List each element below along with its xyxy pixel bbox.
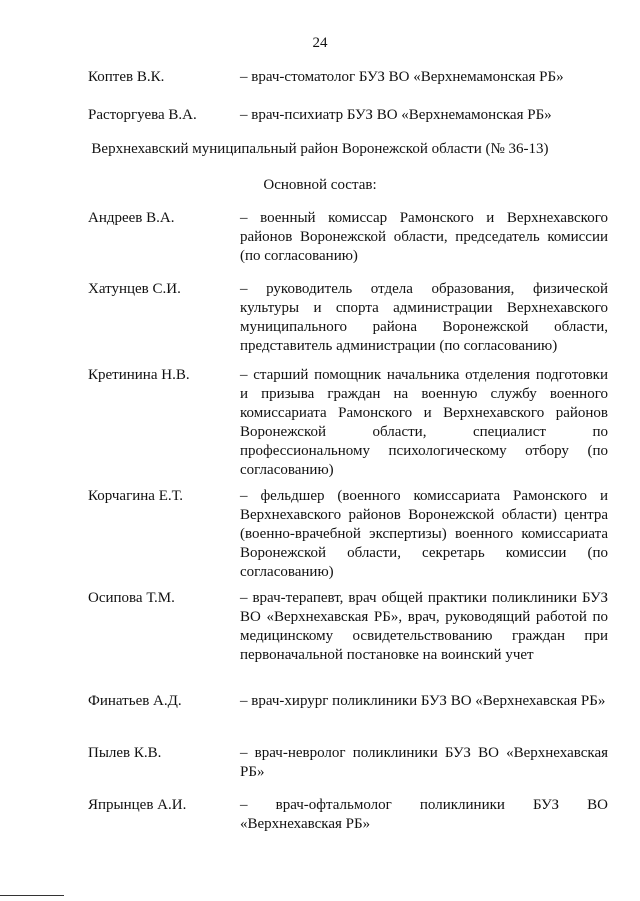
district-heading: Верхнехавский муниципальный район Воронежской области (№ 36-13) bbox=[91, 141, 549, 157]
member-name: Кретинина Н.В. bbox=[88, 367, 190, 383]
member-role: – врач-психиатр БУЗ ВО «Верхнемамонская РБ» bbox=[240, 107, 552, 123]
member-name: Хатунцев С.И. bbox=[88, 281, 181, 297]
section-heading: Основной состав: bbox=[263, 177, 377, 193]
member-role: – врач-невролог поликлиники БУЗ ВО «Верхнехавская РБ» bbox=[240, 745, 608, 780]
member-name: Коптев В.К. bbox=[88, 69, 165, 85]
member-role: – руководитель отдела образования, физической культуры и спорта администрации Верхнехавского муниципального района Воронежской области, представитель администрации (по согласованию) bbox=[240, 281, 608, 354]
member-name: Андреев В.А. bbox=[88, 210, 175, 226]
member-name: Пылев К.В. bbox=[88, 745, 162, 761]
member-role: – фельдшер (военного комиссариата Рамонского и Верхнехавского районов Воронежской области) центра (военно-врачебной экспертизы) военного комиссариата Воронежской области, секретарь комиссии (по согласованию) bbox=[240, 488, 608, 580]
footnote-divider bbox=[0, 895, 64, 896]
member-name: Корчагина Е.Т. bbox=[88, 488, 184, 504]
member-role: – старший помощник начальника отделения подготовки и призыва граждан на военную службу военного комиссариата Рамонского и Верхнехавского районов Воронежской области, специалист по профессиональному психологическому отбору (по согласованию) bbox=[240, 367, 608, 478]
member-role: – врач-терапевт, врач общей практики поликлиники БУЗ ВО «Верхнехавская РБ», врач, руководящий работой по медицинскому освидетельствованию граждан при первоначальной постановке на воинский учет bbox=[240, 590, 608, 663]
member-name: Япрынцев А.И. bbox=[88, 797, 187, 813]
member-name: Расторгуева В.А. bbox=[88, 107, 197, 123]
member-role: – врач-стоматолог БУЗ ВО «Верхнемамонская РБ» bbox=[240, 69, 564, 85]
member-role: – военный комиссар Рамонского и Верхнехавского районов Воронежской области, председатель комиссии (по согласованию) bbox=[240, 210, 608, 264]
member-name: Осипова Т.М. bbox=[88, 590, 175, 606]
member-role: – врач-офтальмолог поликлиники БУЗ ВО «Верхнехавская РБ» bbox=[240, 797, 608, 832]
member-role: – врач-хирург поликлиники БУЗ ВО «Верхнехавская РБ» bbox=[240, 693, 606, 709]
member-name: Финатьев А.Д. bbox=[88, 693, 182, 709]
page-number: 24 bbox=[312, 35, 328, 51]
